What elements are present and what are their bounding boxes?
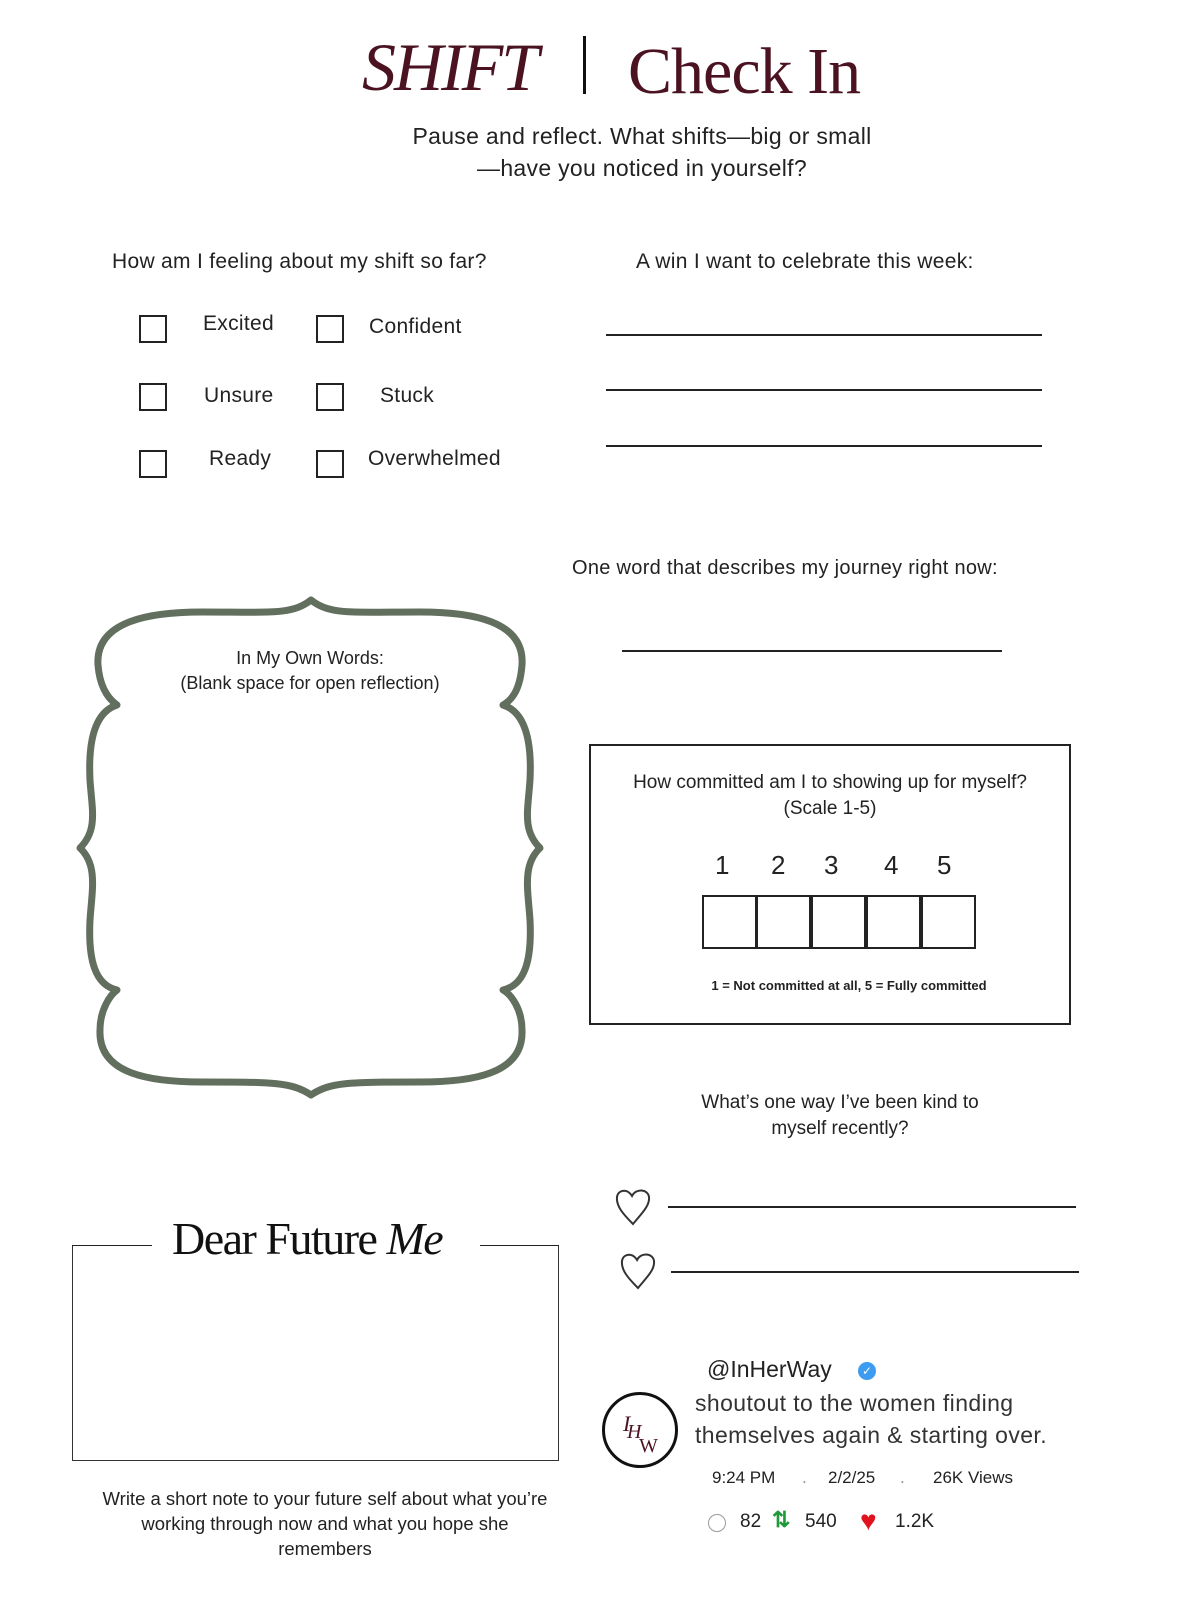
future-instructions-line1: Write a short note to your future self about what you’re (102, 1488, 548, 1509)
verified-badge-icon: ✓ (858, 1362, 876, 1380)
commitment-legend: 1 = Not committed at all, 5 = Fully committed (711, 978, 987, 993)
scale-box-1[interactable] (702, 895, 757, 949)
scale-number-2: 2 (771, 850, 786, 880)
heart-outline-icon (613, 1186, 653, 1228)
label-confident: Confident (369, 315, 462, 338)
ihw-logo-avatar (602, 1392, 678, 1468)
future-title-text: Dear Future (172, 1213, 377, 1264)
scale-number-5: 5 (937, 850, 952, 880)
heart-like-icon[interactable]: ♥ (860, 1505, 877, 1536)
subtitle-line1: Pause and reflect. What shifts—big or small (412, 123, 872, 149)
label-unsure: Unsure (204, 384, 274, 407)
kindness-line-1[interactable] (668, 1206, 1076, 1208)
post-handle[interactable]: @InHerWay (707, 1356, 832, 1382)
win-question: A win I want to celebrate this week: (636, 250, 974, 273)
future-title-me: Me (386, 1213, 443, 1264)
future-note-box[interactable] (72, 1245, 559, 1461)
separator-dot: . (802, 1468, 807, 1487)
commitment-question: How committed am I to showing up for myself? (633, 772, 1027, 793)
future-instructions-line2: working through now and what you hope she (141, 1513, 509, 1534)
kindness-question-line1: What’s one way I’ve been kind to (701, 1092, 979, 1113)
like-count: 1.2K (895, 1511, 935, 1532)
kindness-question-line2: myself recently? (771, 1118, 909, 1139)
logo-w: W (639, 1435, 658, 1457)
post-text-line2: themselves again & starting over. (695, 1422, 1047, 1448)
future-title (172, 1212, 442, 1265)
one-word-question: One word that describes my journey right now: (572, 557, 998, 579)
logo-h: H (627, 1421, 642, 1443)
scale-number-4: 4 (884, 850, 899, 880)
kindness-line-2[interactable] (671, 1271, 1079, 1273)
separator-dot: . (900, 1468, 905, 1487)
heart-outline-icon (618, 1250, 658, 1292)
logo-lettering: I (623, 1411, 628, 1436)
scale-box-3[interactable] (811, 895, 866, 949)
repost-icon[interactable]: ⇅ (772, 1507, 791, 1532)
subtitle-line2: —have you noticed in yourself? (477, 155, 807, 181)
feelings-question: How am I feeling about my shift so far? (112, 250, 487, 273)
title-shift: SHIFT (362, 29, 538, 105)
label-ready: Ready (209, 447, 272, 470)
future-box-top-left (72, 1245, 152, 1246)
label-overwhelmed: Overwhelmed (368, 447, 501, 470)
commitment-scale-note: (Scale 1-5) (783, 798, 877, 819)
reply-icon[interactable] (708, 1514, 726, 1532)
future-box-top-right (480, 1245, 559, 1246)
label-excited: Excited (203, 312, 274, 335)
scale-box-4[interactable] (866, 895, 921, 949)
reflection-subtitle: (Blank space for open reflection) (180, 673, 440, 693)
future-instructions-line3: remembers (278, 1538, 372, 1559)
scale-number-1: 1 (715, 850, 730, 880)
post-date: 2/2/25 (828, 1468, 876, 1487)
repost-count: 540 (805, 1511, 837, 1532)
post-views: 26K Views (933, 1468, 1014, 1487)
reflection-writing-area[interactable] (130, 710, 490, 1050)
title-check-in: Check In (628, 35, 861, 108)
post-text-line1: shoutout to the women finding (695, 1390, 1014, 1416)
scale-box-2[interactable] (756, 895, 811, 949)
reflection-title: In My Own Words: (236, 648, 384, 668)
label-stuck: Stuck (380, 384, 435, 407)
post-time: 9:24 PM (712, 1468, 776, 1487)
scale-box-5[interactable] (921, 895, 976, 949)
scale-number-3: 3 (824, 850, 839, 880)
reply-count: 82 (740, 1511, 762, 1532)
